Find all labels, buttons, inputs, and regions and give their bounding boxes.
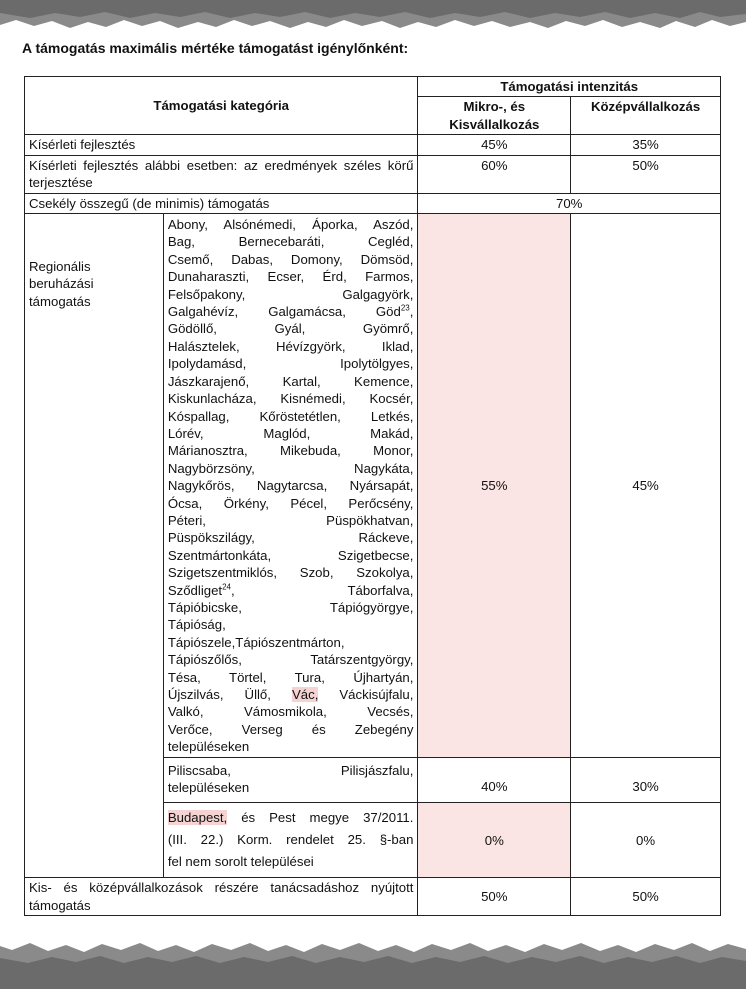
town-line: Péteri, Püspökhatvan,: [167, 512, 414, 528]
town-line: Ócsa, Örkény, Pécel, Perőcsény,: [167, 495, 414, 511]
regional-sub2-medium-value: 30%: [571, 757, 721, 803]
town-line: Dunaharaszti, Ecser, Érd, Farmos,: [167, 269, 414, 285]
town-line-god: [168, 303, 414, 320]
torn-paper-top-edge: [0, 0, 746, 36]
town-line: Verőce, Verseg és Zebegény: [167, 721, 414, 737]
row-medium-value: 50%: [571, 878, 721, 916]
town-line: településeken: [167, 739, 250, 755]
row-micro-value: 45%: [418, 135, 571, 155]
town-line: Lórév, Maglód, Makád,: [167, 425, 414, 441]
footnote-24: 24: [222, 582, 231, 592]
town-line: Valkó, Vámosmikola, Vecsés,: [167, 704, 414, 720]
row-micro-value: 60%: [418, 155, 571, 193]
town-line: Tápióbicske, Tápiógyörgye,: [167, 599, 414, 615]
town-line: Tápióság,: [167, 617, 226, 633]
row-medium-value: 50%: [571, 155, 721, 193]
regional-sub1-micro-value: 55%: [418, 214, 571, 758]
footnote-23: 23: [400, 303, 410, 313]
town-line: Nagybörzsöny, Nagykáta,: [167, 460, 414, 476]
regional-sub3-text: [163, 803, 418, 878]
highlight-vac: Vác,: [291, 687, 319, 702]
regional-label: [25, 214, 164, 878]
town-line: Halásztelek, Hévízgyörk, Iklad,: [167, 338, 414, 354]
town-line: Szigetszentmiklós, Szob, Szokolya,: [167, 565, 414, 581]
page-heading: A támogatás maximális mértéke támogatást igénylőnként:: [22, 40, 409, 56]
town-line: Márianosztra, Mikebuda, Monor,: [167, 443, 414, 459]
town-suffix: ,: [231, 582, 235, 598]
regional-sub3-medium-value: 0%: [571, 803, 721, 878]
budapest-line: [168, 807, 414, 829]
town-text: Váckisújfalu,: [339, 687, 414, 702]
table-row: [25, 193, 721, 213]
town-line: településeken: [167, 780, 250, 796]
row-label: Kis- és középvállalkozások részére tanácsadáshoz nyújtott támogatás: [25, 878, 418, 916]
row-label: Kísérleti fejlesztés alábbi esetben: az eredmények széles körű terjesztése: [25, 155, 418, 193]
town-line: Felsőpakony, Galgagyörk,: [167, 286, 414, 302]
town-text: Újszilvás, Üllő,: [167, 687, 271, 702]
table-row: [25, 135, 721, 155]
town-line: Tápiószőlős, Tatárszentgyörgy,: [167, 652, 414, 668]
town-line: Bag, Bernecebaráti, Cegléd,: [167, 234, 414, 250]
header-medium: Középvállalkozás: [571, 97, 721, 135]
town-suffix: ,: [409, 304, 414, 320]
support-table: [24, 76, 721, 916]
header-row-1: [25, 77, 721, 97]
regional-row-1: [25, 214, 721, 758]
town-line: Tésa, Törtel, Tura, Újhartyán,: [167, 669, 414, 685]
sub3-text-3: fel nem sorolt települései: [167, 854, 314, 870]
row-label: Kísérleti fejlesztés: [25, 135, 418, 155]
row-micro-value: 50%: [418, 878, 571, 916]
header-intensity: Támogatási intenzitás: [418, 77, 721, 97]
town-text: Sződliget: [167, 582, 223, 598]
row-label: Csekély összegű (de minimis) támogatás: [25, 193, 418, 213]
town-line: Kiskunlacháza, Kisnémedi, Kocsér,: [167, 391, 414, 407]
town-text: Galgahévíz, Galgamácsa, Göd: [167, 304, 401, 320]
town-line-vac: [168, 686, 414, 703]
table-row: [25, 878, 721, 916]
regional-label-text: Regionális beruházási támogatás: [29, 259, 94, 309]
town-line: Ipolydamásd, Ipolytölgyes,: [167, 356, 414, 372]
header-micro: Mikro-, és Kisvállalkozás: [418, 97, 571, 135]
highlight-budapest: Budapest,: [167, 810, 228, 826]
torn-paper-bottom-edge: [0, 935, 746, 989]
town-line: Tápiószele,Tápiószentmárton,: [167, 634, 345, 650]
regional-sub1-medium-value: 45%: [571, 214, 721, 758]
regional-sub2-micro-value: 40%: [418, 757, 571, 803]
sub3-text-1: és Pest megye 37/2011.: [241, 810, 414, 826]
row-combined-value: 70%: [418, 193, 721, 213]
sub3-text-2: (III. 22.) Korm. rendelet 25. §-ban: [167, 832, 414, 848]
town-line: Szentmártonkáta, Szigetbecse,: [167, 547, 414, 563]
town-text: Táborfalva,: [347, 582, 414, 598]
town-line: Abony, Alsónémedi, Áporka, Aszód,: [167, 217, 414, 233]
town-line: Csemő, Dabas, Domony, Dömsöd,: [167, 251, 414, 267]
header-category: Támogatási kategória: [25, 77, 418, 135]
regional-sub3-micro-value: 0%: [418, 803, 571, 878]
regional-sub2-towns: [163, 757, 418, 803]
town-line: Kóspallag, Kőröstetétlen, Letkés,: [167, 408, 414, 424]
town-line: Nagykőrös, Nagytarcsa, Nyársapát,: [167, 478, 414, 494]
regional-towns-list: [163, 214, 418, 758]
row-medium-value: 35%: [571, 135, 721, 155]
table-row: [25, 155, 721, 193]
town-line: Jászkarajenő, Kartal, Kemence,: [167, 373, 414, 389]
town-line: Püspökszilágy, Ráckeve,: [167, 530, 414, 546]
town-line-szodliget: [168, 582, 414, 599]
town-line: Piliscsaba, Pilisjászfalu,: [167, 762, 414, 778]
town-line: Gödöllő, Gyál, Gyömrő,: [167, 321, 414, 337]
